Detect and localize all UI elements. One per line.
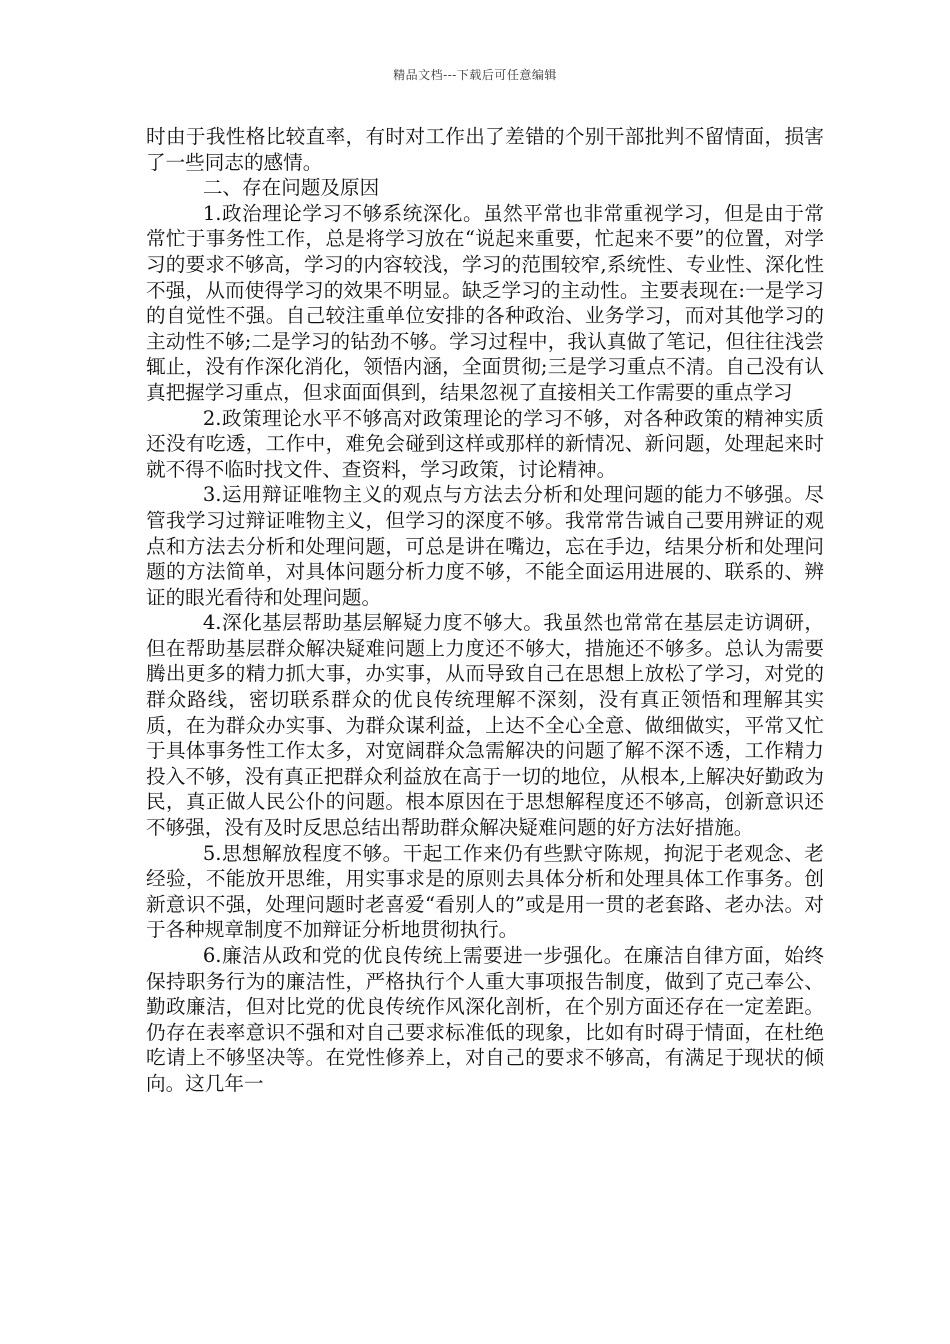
paragraph-item-5: 5.思想解放程度不够。干起工作来仍有些默守陈规，拘泥于老观念、老经验，不能放开思维，用实事求是的原则去具体分析和处理具体工作事务。创新意识不强，处理问题时老喜爱“看别人的”或是用一贯的老套路、老办法。对于各种规章制度不加辩证分析地贯彻执行。	[146, 841, 824, 942]
paragraph-item-1: 1.政治理论学习不够系统深化。虽然平常也非常重视学习，但是由于常常忙于事务性工作，总是将学习放在“说起来重要，忙起来不要”的位置，对学习的要求不够高，学习的内容较浅，学习的范围较窄,系统性、专业性、深化性不强，从而使得学习的效果不明显。缺乏学习的主动性。主要表现在:一是学习的自觉性不强。自己较注重单位安排的各种政治、业务学习，而对其他学习的主动性不够;二是学习的钻劲不够。学习过程中，我认真做了笔记，但往往浅尝辄止，没有作深化消化，领悟内涵，全面贯彻;三是学习重点不清。自己没有认真把握学习重点，但求面面俱到，结果忽视了直接相关工作需要的重点学习	[146, 201, 824, 404]
page-header: 精品文档---下载后可任意编辑	[393, 68, 557, 82]
document-body	[146, 124, 824, 1097]
paragraph-item-4: 4.深化基层帮助基层解疑力度不够大。我虽然也常常在基层走访调研，但在帮助基层群众解决疑难问题上力度还不够大，措施还不够多。总认为需要腾出更多的精力抓大事，办实事，从而导致自己在思想上放松了学习，对党的群众路线，密切联系群众的优良传统理解不深刻，没有真正领悟和理解其实质，在为群众办实事、为群众谋利益，上达不全心全意、做细做实，平常又忙于具体事务性工作太多，对宽阔群众急需解决的问题了解不深不透，工作精力投入不够，没有真正把群众利益放在高于一切的地位，从根本,上解决好勤政为民，真正做人民公仆的问题。根本原因在于思想解程度还不够高，创新意识还不够强，没有及时反思总结出帮助群众解决疑难问题的好方法好措施。	[146, 611, 824, 840]
paragraph-item-2: 2.政策理论水平不够高对政策理论的学习不够，对各种政策的精神实质还没有吃透，工作中，难免会碰到这样或那样的新情况、新问题，处理起来时就不得不临时找文件、查资料，学习政策，讨论精神。	[146, 406, 824, 481]
section-heading: 二、存在问题及原因	[202, 176, 380, 200]
paragraph-continuation: 时由于我性格比较直率，有时对工作出了差错的个别干部批判不留情面，损害了一些同志的感情。	[146, 125, 824, 174]
paragraph-item-3: 3.运用辩证唯物主义的观点与方法去分析和处理问题的能力不够强。尽管我学习过辩证唯物主义，但学习的深度不够。我常常告诫自己要用辨证的观点和方法去分析和处理问题，可总是讲在嘴边，忘在手边，结果分析和处理问题的方法简单，对具体问题分析力度不够，不能全面运用进展的、联系的、辨证的眼光看待和处理问题。	[146, 483, 824, 609]
paragraph-item-6: 6.廉洁从政和党的优良传统上需要进一步强化。在廉洁自律方面，始终保持职务行为的廉洁性，严格执行个人重大事项报告制度，做到了克己奉公、勤政廉洁，但对比党的优良传统作风深化剖析，在个别方面还存在一定差距。仍存在表率意识不强和对自己要求标准低的现象，比如有时碍于情面，在杜绝吃请上不够坚决等。在党性修养上，对自己的要求不够高，有满足于现状的倾向。这几年一	[146, 944, 824, 1095]
